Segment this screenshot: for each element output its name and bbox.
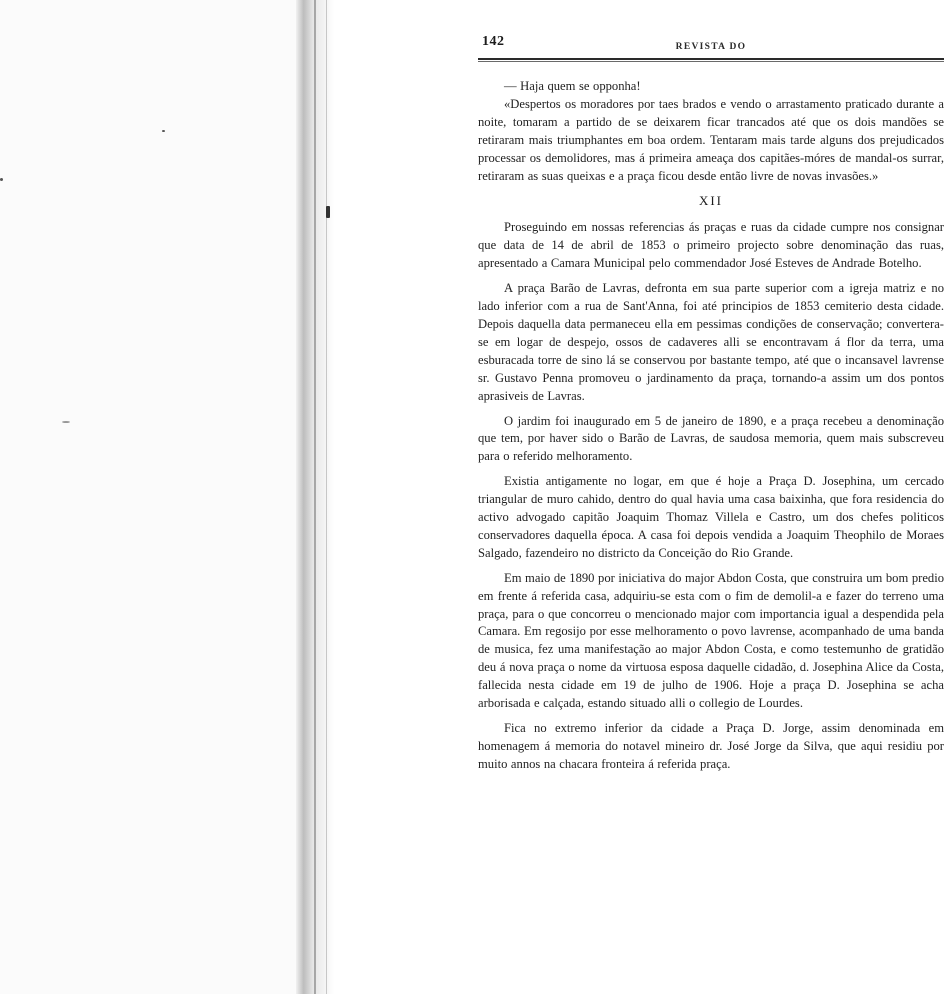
paragraph-proseguindo: Proseguindo em nossas referencias ás praças e ruas da cidade cumpre nos consignar que data de 14 de abril de 1853 o primeiro projecto sobre denominação das ruas, apresentado a Camara Municipal pelo commendador José Esteves de Andrade Botelho. [478, 220, 944, 271]
page-number: 142 [482, 34, 505, 49]
paper-speck [326, 206, 330, 218]
paragraph-haja: — Haja quem se opponha! [504, 79, 641, 93]
paragraph-barao-lavras: A praça Barão de Lavras, defronta em sua parte superior com a igreja matriz e no lado inferior com a rua de Sant'Anna, foi até principios de 1853 cemiterio desta cidade. Depois daquella data permaneceu ella em pessimas condições de conservação; convertera-se em logar de despejo, ossos de cadaveres alli se encontravam á flor da terra, uma esburacada torre de sino lá se conservou por bastante tempo, até que o incansavel lavrense sr. Gustavo Penna promoveu o jardinamento da praça, tornando-a assim um dos pontos aprasiveis de Lavras. [478, 281, 944, 403]
paragraph-maio: Em maio de 1890 por iniciativa do major Abdon Costa, que construira um bom predio em frente á referida casa, adquiriu-se esta com o fim de demolil-a e fazer do terreno uma praça, para o que concorreu o mencionado major com importancia igual a despendida pela Camara. Em regosijo por esse melhoramento o povo lavrense, acompanhado de uma banda de musica, fez uma manifestação ao major Abdon Costa, e como testemunho de gratidão deu á nova praça o nome da virtuosa esposa daquelle cidadão, d. Josephina Alice da Costa, fallecida nesta cidade em 19 de julho de 1906. Hoje a praça D. Josephina se acha arborisada e calçada, estando situado alli o collegio de Lourdes. [478, 570, 944, 711]
paragraph-despertos: «Despertos os moradores por taes brados e vendo o arrastamento praticado durante a noite, tomaram a partido de se deixarem ficar trancados até que os dois mandões se retiraram mais triumphantes em boa ordem. Tentaram mais tarde alguns dos prejudicados processar os demolidores, mas á primeira ameaça dos capitães-móres de mandal-os surrar, retiraram as suas queixas e a praça ficou desde então livre de novas invasões.» [478, 96, 944, 183]
gutter-inner-line [326, 0, 327, 994]
page-header [478, 30, 944, 56]
page-body [478, 78, 944, 774]
paragraph-jardim: O jardim foi inaugurado em 5 de janeiro de 1890, e a praça recebeu a denominação que tem, por haver sido o Barão de Lavras, de saudosa memoria, quem mais subscreveu para o referido melhoramento. [478, 413, 944, 464]
right-page [478, 30, 944, 781]
paper-speck [0, 178, 3, 181]
gutter-edge-line [314, 0, 316, 994]
paragraph-fica: Fica no extremo inferior da cidade a Praça D. Jorge, assim denominada em homenagem á memoria do notavel mineiro dr. José Jorge da Silva, que aqui residiu por muito annos na chacara fronteira á referida praça. [478, 721, 944, 771]
paper-speck [162, 130, 165, 132]
paragraph-existia: Existia antigamente no logar, em que é hoje a Praça D. Josephina, um cercado triangular de muro cahido, dentro do qual havia uma casa baixinha, que fora residencia do activo advogado capitão Joaquim Thomaz Villela e Castro, um dos chefes politicos conservadores daquella época. A casa foi depois vendida a Joaquim Theophilo de Moraes Salgado, fazendeiro no districto da Conceição do Rio Grande. [478, 474, 944, 560]
blank-left-page [0, 0, 300, 994]
section-numeral: XII [698, 193, 724, 209]
paper-speck [62, 421, 70, 423]
header-rule [478, 58, 944, 62]
running-title: REVISTA DO [675, 42, 747, 52]
